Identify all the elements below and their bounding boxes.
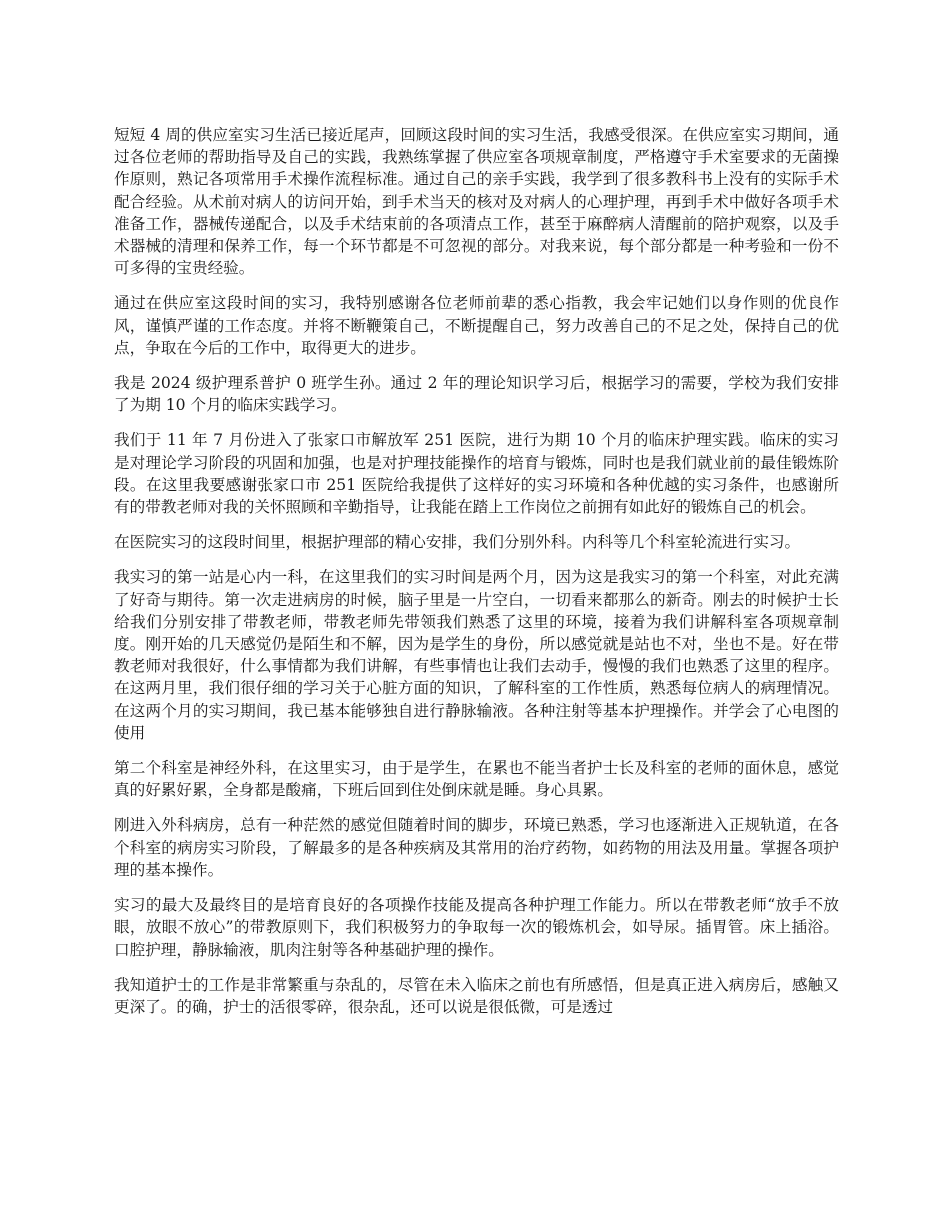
document-body (114, 124, 839, 1031)
paragraph-9: 实习的最大及最终目的是培育良好的各项操作技能及提高各种护理工作能力。所以在带教老师“放手不放眼，放眼不放心”的带教原则下，我们积极努力的争取每一次的锻炼机会，如导尿。插胃管。床上插浴。口腔护理，静脉输液，肌肉注射等各种基础护理的操作。 (114, 896, 839, 959)
paragraph-1: 短短 4 周的供应室实习生活已接近尾声，回顾这段时间的实习生活，我感受很深。在供应室实习期间，通过各位老师的帮助指导及自己的实践，我熟练掌握了供应室各项规章制度，严格遵守手术室要求的无菌操作原则，熟记各项常用手术操作流程标准。通过自己的亲手实践，我学到了很多教科书上没有的实际手术配合经验。从术前对病人的访问开始，到手术当天的核对及对病人的心理护理，再到手术中做好各项手术准备工作，器械传递配合，以及手术结束前的各项清点工作，甚至于麻醉病人清醒前的陪护观察，以及手术器械的清理和保养工作，每一个环节都是不可忽视的部分。对我来说，每个部分都是一种考验和一份不可多得的宝贵经验。 (114, 126, 839, 278)
paragraph-5: 在医院实习的这段时间里，根据护理部的精心安排，我们分别外科。内科等几个科室轮流进行实习。 (114, 533, 801, 552)
paragraph-2: 通过在供应室这段时间的实习，我特别感谢各位老师前辈的悉心指教，我会牢记她们以身作则的优良作风，谨慎严谨的工作态度。并将不断鞭策自己，不断提醒自己，努力改善自己的不足之处，保持自己的优点，争取在今后的工作中，取得更大的进步。 (114, 294, 839, 357)
paragraph-4: 我们于 11 年 7 月份进入了张家口市解放军 251 医院，进行为期 10 个月的临床护理实践。临床的实习是对理论学习阶段的巩固和加强，也是对护理技能操作的培育与锻炼，同时也是我们就业前的最佳锻炼阶段。在这里我要感谢张家口市 251 医院给我提供了这样好的实习环境和各种优越的实习条件，也感谢所有的带教老师对我的关怀照顾和辛勤指导，让我能在踏上工作岗位之前拥有如此好的锻炼自己的机会。 (114, 431, 839, 517)
paragraph-6: 我实习的第一站是心内一科，在这里我们的实习时间是两个月，因为这是我实习的第一个科室，对此充满了好奇与期待。第一次走进病房的时候，脑子里是一片空白，一切看来都那么的新奇。刚去的时候护士长给我们分别安排了带教老师，带教老师先带领我们熟悉了这里的环境，接着为我们讲解科室各项规章制度。刚开始的几天感觉仍是陌生和不解，因为是学生的身份，所以感觉就是站也不对，坐也不是。好在带教老师对我很好，什么事情都为我们讲解，有些事情也让我们去动手，慢慢的我们也熟悉了这里的程序。在这两月里，我们很仔细的学习关于心脏方面的知识，了解科室的工作性质，熟悉每位病人的病理情况。在这两个月的实习期间，我已基本能够独自进行静脉输液。各种注射等基本护理操作。并学会了心电图的使用 (114, 568, 839, 742)
paragraph-10: 我知道护士的工作是非常繁重与杂乱的，尽管在未入临床之前也有所感悟，但是真正进入病房后，感触又更深了。的确，护士的活很零碎，很杂乱，还可以说是很低微，可是透过 (114, 975, 839, 1016)
paragraph-7: 第二个科室是神经外科，在这里实习，由于是学生，在累也不能当者护士长及科室的老师的面休息，感觉真的好累好累，全身都是酸痛，下班后回到住处倒床就是睡。身心具累。 (114, 759, 839, 800)
paragraph-3: 我是 2024 级护理系普护 0 班学生孙。通过 2 年的理论知识学习后，根据学习的需要，学校为我们安排了为期 10 个月的临床实践学习。 (114, 374, 839, 415)
paragraph-8: 刚进入外科病房，总有一种茫然的感觉但随着时间的脚步，环境已熟悉，学习也逐渐进入正规轨道，在各个科室的病房实习阶段，了解最多的是各种疾病及其常用的治疗药物，如药物的用法及用量。掌握各项护理的基本操作。 (114, 816, 839, 879)
